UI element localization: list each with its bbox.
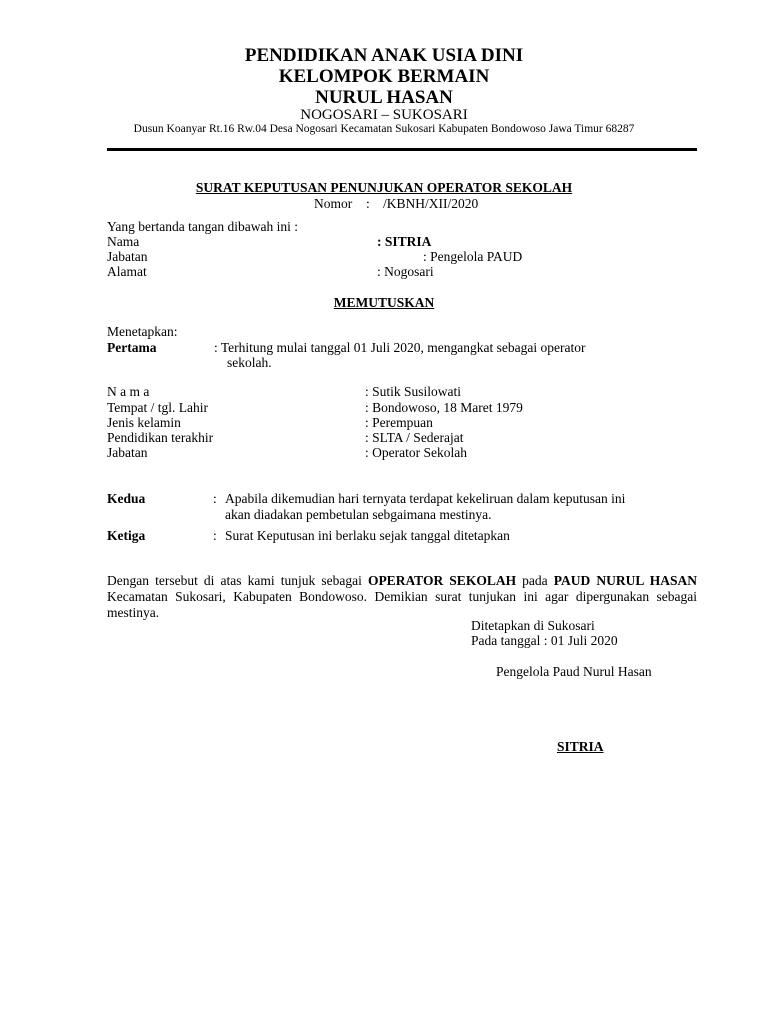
closing-bold-school: PAUD NURUL HASAN xyxy=(553,573,698,588)
nomor-label: Nomor xyxy=(314,196,353,211)
kedua-text: Apabila dikemudian hari ternyata terdapat kekeliruan dalam keputusan ini xyxy=(225,491,626,506)
letterhead-institution: PENDIDIKAN ANAK USIA DINI xyxy=(244,45,524,66)
letterhead-group: KELOMPOK BERMAIN xyxy=(278,66,490,87)
kedua-separator: : xyxy=(213,491,217,506)
operator-birth-label: Tempat / tgl. Lahir xyxy=(107,400,209,415)
decision-heading: MEMUTUSKAN xyxy=(333,295,435,310)
operator-gender-label: Jenis kelamin xyxy=(107,415,181,430)
operator-birth-value: : Bondowoso, 18 Maret 1979 xyxy=(365,400,523,415)
ketiga-separator: : xyxy=(213,528,217,543)
operator-name-label: N a m a xyxy=(107,384,150,399)
nomor-value: /KBNH/XII/2020 xyxy=(383,196,479,211)
closing-bold-role: OPERATOR SEKOLAH xyxy=(367,573,517,588)
operator-education-label: Pendidikan terakhir xyxy=(107,430,214,445)
signature-place: Ditetapkan di Sukosari xyxy=(471,618,595,633)
menetapkan-label: Menetapkan: xyxy=(107,324,178,339)
pertama-text: : Terhitung mulai tanggal 01 Juli 2020, mengangkat sebagai operator xyxy=(214,340,586,355)
closing-text-3: Kecamatan Sukosari, Kabupaten Bondowoso. Demikian surat tunjukan ini agar dipergunakan sebagai mestinya. xyxy=(107,589,697,620)
closing-text-2: pada xyxy=(516,573,554,588)
ketiga-text: Surat Keputusan ini berlaku sejak tanggal ditetapkan xyxy=(225,528,510,543)
signer-name-label: Nama xyxy=(107,234,140,249)
signature-name: SITRIA xyxy=(557,739,604,754)
kedua-label: Kedua xyxy=(107,491,146,506)
letterhead-address: Dusun Koanyar Rt.16 Rw.04 Desa Nogosari Kecamatan Sukosari Kabupaten Bondowoso Jawa Timur 68287 xyxy=(133,123,635,135)
closing-paragraph xyxy=(107,573,697,621)
operator-name-value: : Sutik Susilowati xyxy=(365,384,462,399)
signer-address-value: : Nogosari xyxy=(377,264,434,279)
operator-position-value: : Operator Sekolah xyxy=(365,445,467,460)
ketiga-label: Ketiga xyxy=(107,528,146,543)
signer-position-label: Jabatan xyxy=(107,249,148,264)
signer-address-label: Alamat xyxy=(107,264,147,279)
signer-name-value: : SITRIA xyxy=(377,234,432,249)
document-title: SURAT KEPUTUSAN PENUNJUKAN OPERATOR SEKOLAH xyxy=(195,180,573,195)
letterhead-school-name: NURUL HASAN xyxy=(315,87,453,108)
signer-intro: Yang bertanda tangan dibawah ini : xyxy=(107,219,298,234)
operator-position-label: Jabatan xyxy=(107,445,148,460)
signer-position-value: : Pengelola PAUD xyxy=(423,249,523,264)
signature-position: Pengelola Paud Nurul Hasan xyxy=(496,664,652,679)
kedua-text-continued: akan diadakan pembetulan sebgaimana mestinya. xyxy=(225,507,492,522)
pertama-label: Pertama xyxy=(107,340,157,355)
pertama-text-continued: sekolah. xyxy=(227,355,272,370)
letterhead-divider xyxy=(107,148,697,151)
signature-date: Pada tanggal : 01 Juli 2020 xyxy=(471,633,618,648)
closing-text-1: Dengan tersebut di atas kami tunjuk sebagai xyxy=(107,573,368,588)
nomor-separator: : xyxy=(366,196,370,211)
operator-education-value: : SLTA / Sederajat xyxy=(365,430,464,445)
letterhead-location: NOGOSARI – SUKOSARI xyxy=(300,107,468,123)
operator-gender-value: : Perempuan xyxy=(365,415,433,430)
